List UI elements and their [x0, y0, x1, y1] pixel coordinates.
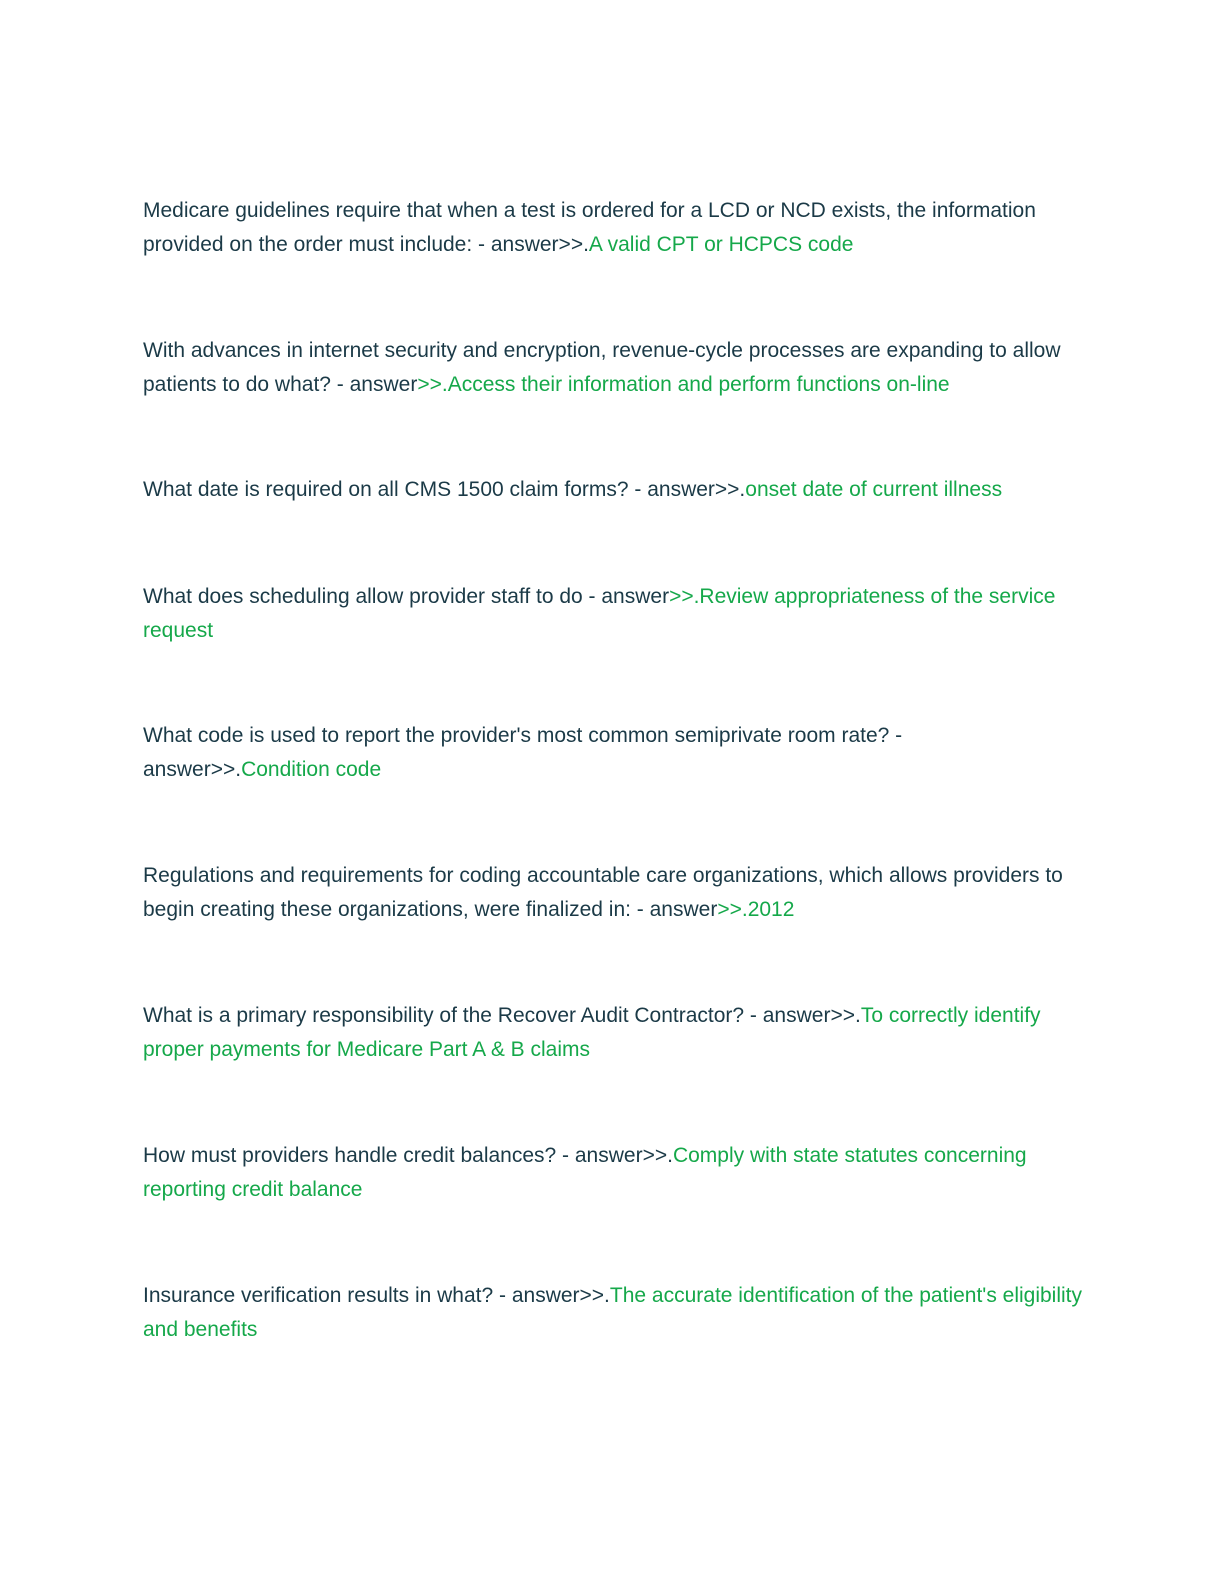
- question-text: With advances in internet security and encryption, revenue-cycle processes are expanding to allow patients to do what? - answer: [143, 339, 1061, 396]
- question-text: Insurance verification results in what? - answer>>.: [143, 1284, 610, 1307]
- qa-item: [143, 580, 1083, 647]
- qa-item: [143, 719, 1083, 786]
- answer-text: >>.2012: [717, 897, 795, 921]
- qa-item: [143, 194, 1083, 261]
- question-text: What date is required on all CMS 1500 claim forms? - answer>>.: [143, 478, 746, 501]
- question-text: What does scheduling allow provider staff to do - answer: [143, 585, 670, 608]
- answer-text: Comply with state statutes concerning reporting credit balance: [143, 1144, 1027, 1201]
- question-text: What code is used to report the provider's most common semiprivate room rate? - answer>>.: [143, 724, 903, 781]
- qa-item: [143, 1139, 1083, 1206]
- qa-item: [143, 1279, 1083, 1346]
- question-text: What is a primary responsibility of the Recover Audit Contractor? - answer>>.: [143, 1004, 861, 1027]
- answer-text: A valid CPT or HCPCS code: [588, 232, 854, 256]
- answer-text: onset date of current illness: [745, 478, 1003, 501]
- qa-item: [143, 473, 1083, 507]
- qa-item: [143, 334, 1083, 401]
- question-text: Regulations and requirements for coding accountable care organizations, which allows providers to begin creating these organizations, were finalized in: - answer: [143, 864, 1063, 921]
- qa-item: [143, 859, 1083, 926]
- answer-text: >>.Access their information and perform functions on-line: [417, 372, 950, 396]
- qa-item: [143, 999, 1083, 1066]
- answer-text: To correctly identify proper payments for Medicare Part A & B claims: [143, 1004, 1041, 1061]
- answer-text: Condition code: [241, 757, 382, 781]
- answer-text: The accurate identification of the patient's eligibility and benefits: [143, 1284, 1083, 1341]
- question-text: How must providers handle credit balances? - answer>>.: [143, 1144, 673, 1167]
- answer-text: >>.Review appropriateness of the service request: [143, 585, 1056, 642]
- question-text: Medicare guidelines require that when a test is ordered for a LCD or NCD exists, the information provided on the order must include: - answer>>.: [143, 199, 1036, 256]
